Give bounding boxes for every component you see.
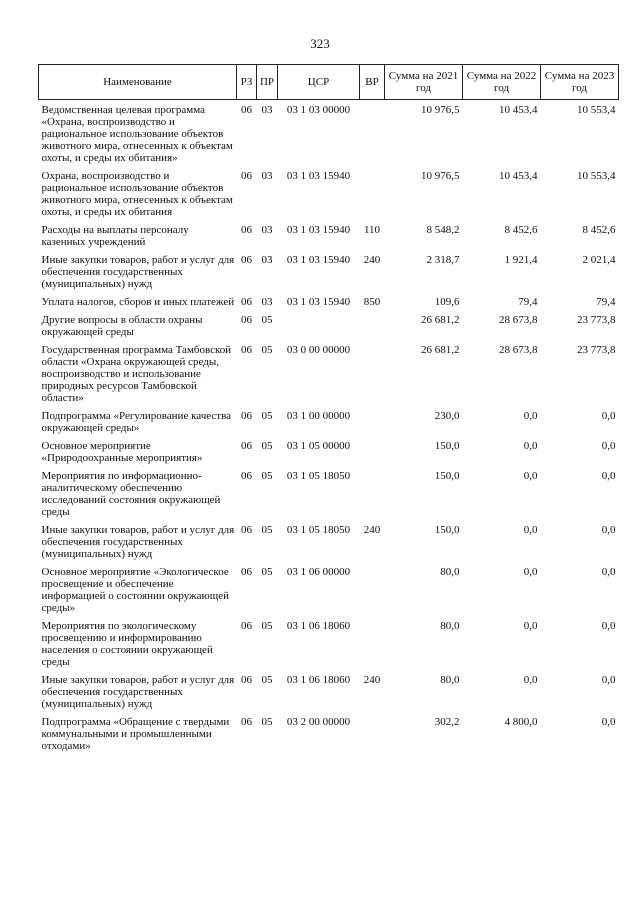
row-csr: 03 1 06 00000 [286, 566, 351, 578]
row-name: Основное мероприятие «Экологическое просвещение и обеспечение информацией о состоянии окружающей среды» [41, 566, 229, 614]
row-sum-2021: 26 681,2 [421, 314, 460, 326]
row-rz: 06 [241, 254, 252, 266]
row-sum-2022: 0,0 [523, 620, 538, 632]
table-row [39, 254, 619, 296]
header-sum-2021: Сумма на 2021 год [385, 65, 463, 100]
row-rz: 06 [241, 620, 252, 632]
row-csr: 03 1 05 18050 [286, 470, 351, 482]
row-vr [360, 100, 385, 171]
row-sum-2022: 10 453,4 [499, 104, 538, 116]
row-vr [360, 344, 385, 410]
row-csr: 03 1 06 18060 [286, 674, 351, 686]
row-vr [360, 410, 385, 440]
header-csr: ЦСР [278, 65, 360, 100]
table-row [39, 566, 619, 620]
row-sum-2023: 10 553,4 [577, 170, 616, 182]
row-csr: 03 1 06 18060 [286, 620, 351, 632]
row-rz: 06 [241, 674, 252, 686]
row-sum-2023: 0,0 [601, 524, 616, 536]
header-name: Наименование [39, 65, 237, 100]
row-sum-2021: 26 681,2 [421, 344, 460, 356]
row-vr: 240 [363, 674, 381, 686]
row-rz: 06 [241, 104, 252, 116]
row-vr [360, 566, 385, 620]
row-csr: 03 1 03 00000 [286, 104, 351, 116]
table-row [39, 296, 619, 314]
row-rz: 06 [241, 224, 252, 236]
row-vr [360, 620, 385, 674]
row-vr: 240 [363, 524, 381, 536]
row-csr: 03 1 00 00000 [286, 410, 351, 422]
row-sum-2023: 23 773,8 [577, 314, 616, 326]
row-sum-2021: 80,0 [440, 566, 460, 578]
row-sum-2021: 150,0 [434, 440, 460, 452]
row-name: Уплата налогов, сборов и иных платежей [41, 296, 235, 308]
row-sum-2023: 8 452,6 [582, 224, 616, 236]
header-sum-2022: Сумма на 2022 год [463, 65, 541, 100]
table-header-row [39, 65, 619, 100]
row-csr: 03 1 05 18050 [286, 524, 351, 536]
row-name: Подпрограмма «Регулирование качества окружающей среды» [41, 410, 232, 434]
row-sum-2023: 79,4 [596, 296, 616, 308]
row-pr: 05 [261, 470, 273, 482]
row-vr [360, 470, 385, 524]
row-sum-2023: 0,0 [601, 440, 616, 452]
row-csr [278, 314, 360, 344]
row-rz: 06 [241, 470, 252, 482]
row-sum-2023: 10 553,4 [577, 104, 616, 116]
row-sum-2021: 302,2 [434, 716, 460, 728]
row-sum-2022: 0,0 [523, 524, 538, 536]
table-row [39, 440, 619, 470]
row-pr: 05 [261, 566, 273, 578]
row-csr: 03 1 03 15940 [286, 296, 351, 308]
row-sum-2021: 230,0 [434, 410, 460, 422]
row-csr: 03 2 00 00000 [286, 716, 351, 728]
table-row [39, 314, 619, 344]
row-name: Подпрограмма «Обращение с твердыми коммунальными и промышленными отходами» [41, 716, 230, 752]
row-sum-2022: 28 673,8 [499, 344, 538, 356]
row-sum-2021: 10 976,5 [421, 170, 460, 182]
row-sum-2022: 0,0 [523, 674, 538, 686]
row-sum-2021: 80,0 [440, 620, 460, 632]
row-rz: 06 [241, 410, 252, 422]
table-row [39, 620, 619, 674]
row-rz: 06 [241, 716, 252, 728]
row-pr: 05 [261, 620, 273, 632]
row-pr: 03 [261, 296, 273, 308]
row-pr: 05 [261, 440, 273, 452]
table-row [39, 410, 619, 440]
row-name: Расходы на выплаты персоналу казенных учреждений [41, 224, 189, 248]
row-sum-2022: 0,0 [523, 470, 538, 482]
row-vr: 110 [363, 224, 381, 236]
row-sum-2022: 10 453,4 [499, 170, 538, 182]
row-pr: 03 [261, 170, 273, 182]
row-vr [360, 170, 385, 224]
row-sum-2022: 28 673,8 [499, 314, 538, 326]
row-rz: 06 [241, 566, 252, 578]
row-rz: 06 [241, 314, 252, 326]
header-pr: ПР [257, 65, 278, 100]
row-vr: 850 [363, 296, 381, 308]
row-vr: 240 [363, 254, 381, 266]
row-rz: 06 [241, 344, 252, 356]
row-pr: 03 [261, 224, 273, 236]
table-body [39, 100, 619, 759]
row-vr [360, 716, 385, 758]
row-name: Другие вопросы в области охраны окружающей среды [41, 314, 203, 338]
row-sum-2023: 23 773,8 [577, 344, 616, 356]
row-rz: 06 [241, 170, 252, 182]
row-csr: 03 1 05 00000 [286, 440, 351, 452]
table-row [39, 674, 619, 716]
row-sum-2021: 80,0 [440, 674, 460, 686]
header-rz: РЗ [237, 65, 257, 100]
row-pr: 05 [261, 314, 273, 326]
row-sum-2023: 0,0 [601, 674, 616, 686]
row-name: Иные закупки товаров, работ и услуг для обеспечения государственных (муниципальных) нужд [41, 674, 235, 710]
row-csr: 03 1 03 15940 [286, 254, 351, 266]
row-rz: 06 [241, 440, 252, 452]
row-sum-2021: 150,0 [434, 470, 460, 482]
row-pr: 03 [261, 104, 273, 116]
row-pr: 05 [261, 344, 273, 356]
budget-table [38, 64, 619, 758]
row-sum-2021: 150,0 [434, 524, 460, 536]
row-sum-2023: 0,0 [601, 566, 616, 578]
header-sum-2023: Сумма на 2023 год [541, 65, 619, 100]
row-sum-2022: 4 800,0 [504, 716, 538, 728]
row-vr [360, 440, 385, 470]
table-row [39, 100, 619, 171]
row-name: Охрана, воспроизводство и рациональное использование объектов животного мира, отнесенных к объектам охоты, и среды их обитания [41, 170, 233, 218]
table-row [39, 344, 619, 410]
row-sum-2022: 0,0 [523, 410, 538, 422]
row-csr: 03 0 00 00000 [286, 344, 351, 356]
row-sum-2023: 0,0 [601, 470, 616, 482]
row-pr: 05 [261, 524, 273, 536]
table-row [39, 224, 619, 254]
row-name: Ведомственная целевая программа «Охрана, воспроизводство и рациональное использование объектов животного мира, отнесенных к объектам охоты, и среды их обитания» [41, 104, 233, 164]
row-sum-2023: 0,0 [601, 716, 616, 728]
row-sum-2021: 109,6 [434, 296, 460, 308]
row-csr: 03 1 03 15940 [286, 224, 351, 236]
row-sum-2023: 2 021,4 [582, 254, 616, 266]
row-sum-2021: 2 318,7 [426, 254, 460, 266]
row-name: Основное мероприятие «Природоохранные мероприятия» [41, 440, 203, 464]
header-vr: ВР [360, 65, 385, 100]
row-sum-2022: 0,0 [523, 440, 538, 452]
row-pr: 03 [261, 254, 273, 266]
row-sum-2022: 8 452,6 [504, 224, 538, 236]
row-sum-2022: 1 921,4 [504, 254, 538, 266]
row-sum-2023: 0,0 [601, 620, 616, 632]
table-row [39, 170, 619, 224]
row-rz: 06 [241, 296, 252, 308]
row-sum-2022: 79,4 [518, 296, 538, 308]
row-name: Мероприятия по экологическому просвещению и информированию населения о состоянии окружающей среды [41, 620, 213, 668]
row-sum-2021: 10 976,5 [421, 104, 460, 116]
row-rz: 06 [241, 524, 252, 536]
row-name: Иные закупки товаров, работ и услуг для обеспечения государственных (муниципальных) нужд [41, 254, 235, 290]
row-pr: 05 [261, 716, 273, 728]
row-name: Мероприятия по информационно-аналитическому обеспечению исследований состояния окружающей среды [41, 470, 221, 518]
table-row [39, 524, 619, 566]
row-name: Государственная программа Тамбовской области «Охрана окружающей среды, воспроизводство и использование природных ресурсов Тамбовской области» [41, 344, 232, 404]
table-row [39, 470, 619, 524]
row-pr: 05 [261, 410, 273, 422]
row-vr [360, 314, 385, 344]
row-name: Иные закупки товаров, работ и услуг для обеспечения государственных (муниципальных) нужд [41, 524, 235, 560]
row-pr: 05 [261, 674, 273, 686]
page-number: 323 [310, 36, 330, 51]
row-csr: 03 1 03 15940 [286, 170, 351, 182]
row-sum-2023: 0,0 [601, 410, 616, 422]
row-sum-2022: 0,0 [523, 566, 538, 578]
table-row [39, 716, 619, 758]
row-sum-2021: 8 548,2 [426, 224, 460, 236]
